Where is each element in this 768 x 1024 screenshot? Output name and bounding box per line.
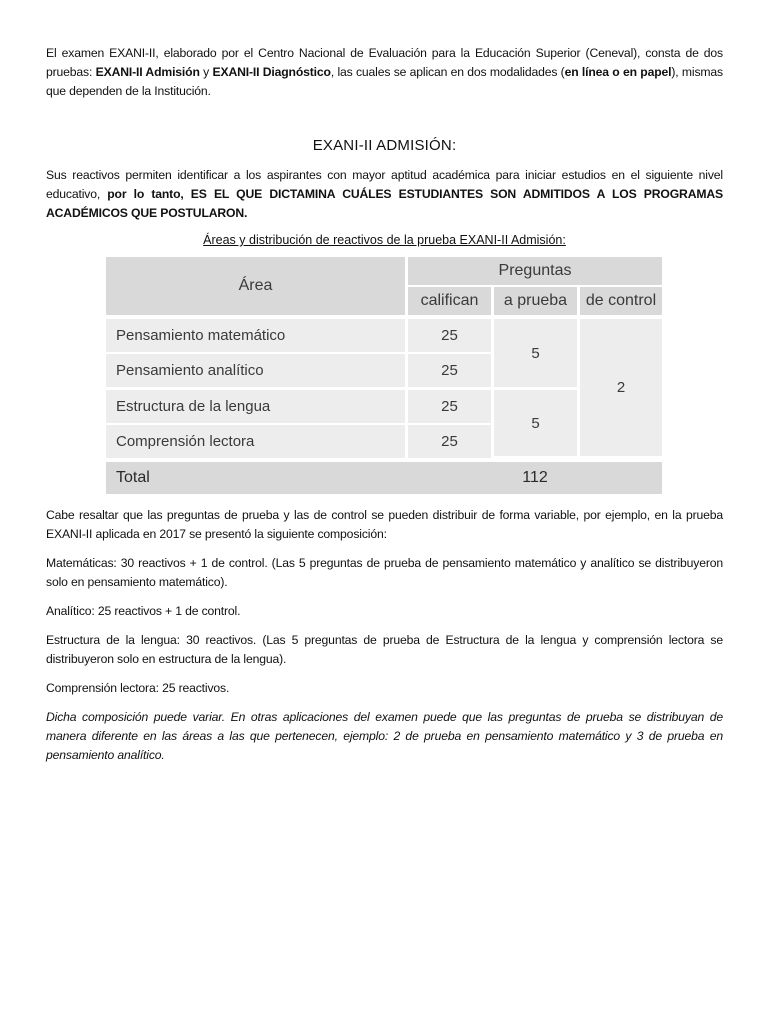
document-page: [46, 44, 723, 765]
purpose-bold: por lo tanto, ES EL QUE DICTAMINA CUÁLES ESTUDIANTES SON ADMITIDOS A LOS PROGRAMAS ACADÉMICOS QUE POSTULARON.: [46, 187, 723, 220]
header-preguntas: Preguntas: [408, 257, 662, 287]
row-area: Estructura de la lengua: [106, 390, 408, 425]
a-prueba-group-2: 5: [494, 390, 580, 458]
purpose-text: Sus reactivos permiten identificar a los aspirantes con mayor aptitud académica para iniciar estudios en el siguiente nivel educativo,: [46, 168, 723, 201]
intro-paragraph: [46, 44, 723, 101]
paragraph-note: Dicha composición puede variar. En otras aplicaciones del examen puede que las preguntas de prueba se distribuyan de manera diferente en las áreas a las que pertenecen, ejemplo: 2 de prueba en pensamiento matemático y 3 de prueba en pensamiento analítico.: [46, 710, 723, 762]
intro-bold-diagnostico: EXANI-II Diagnóstico: [212, 65, 331, 79]
total-row: [106, 462, 662, 494]
intro-bold-admision: EXANI-II Admisión: [95, 65, 200, 79]
paragraph-estructura: Estructura de la lengua: 30 reactivos. (Las 5 preguntas de prueba de Estructura de la lengua y comprensión lectora se distribuyeron solo en estructura de la lengua).: [46, 633, 723, 666]
section-heading: EXANI-II ADMISIÓN:: [312, 137, 457, 154]
header-de-control: de control: [580, 287, 662, 315]
header-area: Área: [106, 257, 408, 315]
paragraph-comprension: Comprensión lectora: 25 reactivos.: [46, 681, 230, 695]
paragraph-analitico: Analítico: 25 reactivos + 1 de control.: [46, 604, 241, 618]
header-a-prueba: a prueba: [494, 287, 580, 315]
row-area: Comprensión lectora: [106, 425, 408, 458]
intro-text-4: ), mismas que dependen de la Institución.: [46, 65, 723, 98]
row-califican: 25: [408, 390, 494, 425]
intro-text-2: y: [199, 65, 213, 79]
areas-table: [106, 257, 662, 494]
a-prueba-group-1: 5: [494, 319, 580, 390]
paragraph-variable: Cabe resaltar que las preguntas de prueba y las de control se pueden distribuir de forma variable, por ejemplo, en la prueba EXANI-II aplicada en 2017 se presentó la siguiente composición:: [46, 508, 723, 541]
total-label: Total: [106, 462, 408, 494]
row-califican: 25: [408, 425, 494, 458]
de-control-value: 2: [580, 319, 662, 458]
row-area: Pensamiento analítico: [106, 354, 408, 390]
table-caption: Áreas y distribución de reactivos de la prueba EXANI-II Admisión:: [203, 233, 566, 247]
intro-text-1: El examen EXANI-II, elaborado por el Centro Nacional de Evaluación para la Educación Superior (Ceneval), consta de dos pruebas:: [46, 46, 723, 79]
intro-text-3: , las cuales se aplican en dos modalidades (: [330, 65, 565, 79]
paragraph-matematicas: Matemáticas: 30 reactivos + 1 de control. (Las 5 preguntas de prueba de pensamiento matemático y analítico se distribuyeron solo en pensamiento matemático).: [46, 556, 723, 589]
table-row: [106, 319, 662, 354]
table-row: [106, 390, 662, 425]
row-area: Pensamiento matemático: [106, 319, 408, 354]
row-califican: 25: [408, 354, 494, 390]
header-califican: califican: [408, 287, 494, 315]
row-califican: 25: [408, 319, 494, 354]
total-value: 112: [408, 462, 662, 494]
purpose-paragraph: [46, 166, 723, 223]
intro-bold-modalidades: en línea o en papel: [564, 65, 672, 79]
